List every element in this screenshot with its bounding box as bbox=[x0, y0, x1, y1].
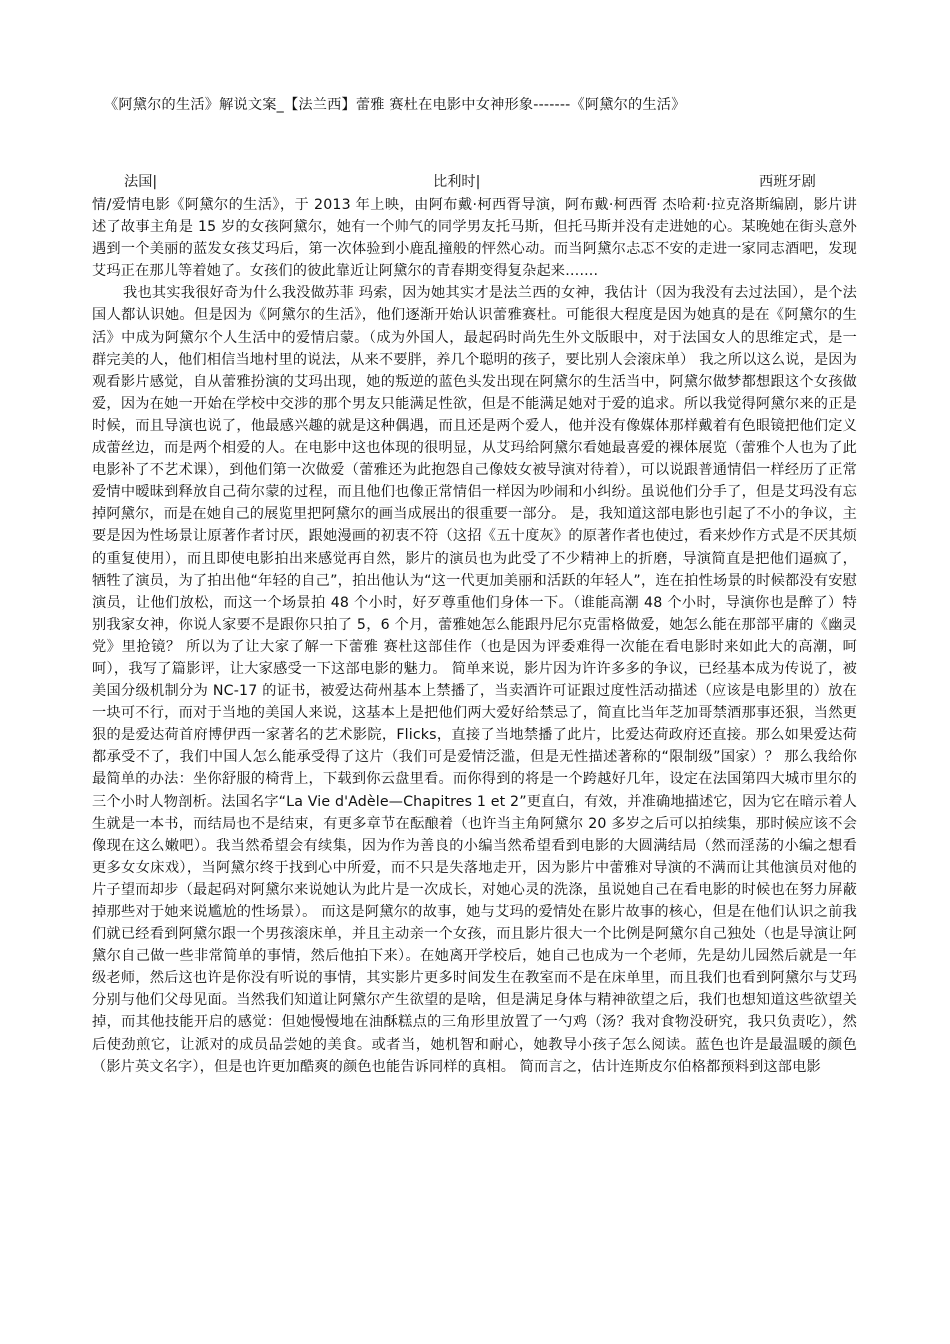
paragraph-synopsis: 情/爱情电影《阿黛尔的生活》，于 2013 年上映，由阿布戴·柯西胥导演，阿布戴·柯西胥 杰哈莉·拉克洛斯编剧，影片讲述了故事主角是 15 岁的女孩阿黛尔，她有一个帅气的同学男友托马斯，但托马斯并没有走进她的心。某晚她在街头意外遇到一个美丽的蓝发女孩艾玛后，第一次体验到小鹿乱撞般的怦然心动。而当阿黛尔忐忑不安的走进一家同志酒吧，发现艾玛正在那儿等着她了。女孩们的彼此靠近让阿黛尔的青春期变得复杂起来….... bbox=[92, 197, 857, 280]
country-spain: 西班牙剧 bbox=[759, 174, 816, 190]
document-title: 《阿黛尔的生活》解说文案_【法兰西】蕾雅 赛杜在电影中女神形象-------《阿黛尔的生活》 bbox=[104, 97, 686, 113]
article-body bbox=[92, 194, 857, 1078]
country-france: 法国| bbox=[124, 174, 158, 190]
country-belgium: 比利时| bbox=[433, 174, 481, 190]
paragraph-review: 我也其实我很好奇为什么我没做苏菲 玛索，因为她其实才是法兰西的女神，我估计（因为我没有去过法国），是个法国人都认识她。但是因为《阿黛尔的生活》，他们逐渐开始认识蕾雅赛杜。可能很大程度是因为她真的是在《阿黛尔的生活》中成为阿黛尔个人生活中的爱情启蒙。（成为外国人，最起码时尚先生外文版眼中，对于法国女人的思维定式，是一群完美的人，他们相信当地村里的说法，从来不要胖，养几个聪明的孩子，要比别人会滚床单） 我之所以这么说，是因为观看影片感觉，自从蕾雅扮演的艾玛出现，她的叛逆的蓝色头发出现在阿黛尔的生活当中，阿黛尔做梦都想跟这个女孩做爱，因为在她一开始在学校中交涉的那个男友只能满足性欲，但是不能满足她对于爱的追求。所以我觉得阿黛尔来的正是时候，而且导演也说了，他最感兴趣的就是这种偶遇，而且还是两个爱人，他并没有像媒体那样戴着有色眼镜把他们定义成蕾丝边，而是两个相爱的人。在电影中这也体现的很明显，从艾玛给阿黛尔看她最喜爱的裸体展览（蕾雅个人也为了此电影补了不艺术课），到他们第一次做爱（蕾雅还为此抱怨自己像妓女被导演对待着），可以说跟普通情侣一样经历了正常爱情中暧昧到释放自己荷尔蒙的过程，而且他们也像正常情侣一样因为吵闹和小纠纷。虽说他们分手了，但是艾玛没有忘掉阿黛尔，而是在她自己的展览里把阿黛尔的画当成展出的很重要一部分。 是，我知道这部电影也引起了不小的争议，主要是因为性场景让原著作者讨厌，跟她漫画的初衷不符（这招《五十度灰》的原著作者也使过，看来炒作方式是不厌其烦的重复使用），而且即使电影拍出来感觉再自然，影片的演员也为此受了不少精神上的折磨，导演简直是把他们逼疯了，牺牲了演员，为了拍出他“年轻的自己”，拍出他认为“这一代更加美丽和活跃的年轻人”，连在拍性场景的时候都没有安慰演员，让他们放松，而这一个场景拍 48 个小时，好歹尊重他们身体一下。（谁能高潮 48 个小时，导演你也是醉了）特别我家女神，你说人家要不是跟你只拍了 5，6 个月，蕾雅她怎么能跟丹尼尔克雷格做爱，她怎么能在那部平庸的《幽灵党》里抢镜？ 所以为了让大家了解一下蕾雅 赛杜这部佳作（也是因为评委难得一次能在看电影时来如此大的高潮，呵呵），我写了篇影评，让大家感受一下这部电影的魅力。 简单来说，影片因为许许多多的争议，已经基本成为传说了，被美国分级机制分为 NC-17 的证书，被爱达荷州基本上禁播了，当卖酒许可证跟过度性活动描述（应该是电影里的）放在一块可不行，而对于当地的美国人来说，这基本上是把他们两大爱好给禁忌了，简直比当年芝加哥禁酒那事还狠，当然更狠的是爱达荷首府博伊西一家著名的艺术影院，Flicks，直接了当地禁播了此片，比爱达荷政府还直接。那么如果爱达荷都承受不了，我们中国人怎么能承受得了这片（我们可是爱情泛滥，但是无性描述著称的“限制级”国家）？ 那么我给你最简单的办法：坐你舒服的椅背上，下载到你云盘里看。而你得到的将是一个跨越好几年，设定在法国第四大城市里尔的三个小时人物剖析。法国名字“La Vie d'Adèle—Chapitres 1 et 2”更直白，有效，并准确地描述它，因为它在暗示着人生就是一本书，而结局也不是结束，有更多章节在酝酿着（也许当主角阿黛尔 20 多岁之后可以拍续集，那时候应该不会像现在这么嫩吧）。我当然希望会有续集，因为作为善良的小编当然希望看到电影的大圆满结局（然而淫荡的小编之想看更多女女床戏），当阿黛尔终于找到心中所爱，而不只是失落地走开，因为影片中蕾雅对导演的不满而让其他演员对他的片子望而却步（最起码对阿黛尔来说她认为此片是一次成长，对她心灵的洗涤，虽说她自己在看电影的时候也在努力屏蔽掉那些对于她来说尴尬的性场景）。 而这是阿黛尔的故事，她与艾玛的爱情处在影片故事的核心，但是在他们认识之前我们就已经看到阿黛尔跟一个男孩滚床单，并且主动亲一个女孩，而且影片很大一个比例是阿黛尔自己独处（也是导演让阿黛尔自己做一些非常简单的事情，然后他拍下来）。在她离开学校后，她自己也成为一个老师，先是幼儿园然后就是一年级老师，然后这也许是你没有听说的事情，其实影片更多时间发生在教室而不是在床单里，而且我们也看到阿黛尔与艾玛分别与他们父母见面。当然我们知道让阿黛尔产生欲望的是啥，但是满足身体与精神欲望之后，我们也想知道这些欲望关掉，而其他技能开启的感觉：但她慢慢地在油酥糕点的三角形里放置了一勺鸡（汤？我对食物没研究，我只负责吃），然后使劲煎它，让派对的成员品尝她的美食。或者当，她机智和耐心，她教导小孩子怎么阅读。蓝色也许是最温暖的颜色（影片英文名字），但是也许更加酷爽的颜色也能告诉同样的真相。 简而言之，估计连斯皮尔伯格都预料到这部电影 bbox=[92, 285, 857, 1075]
country-row bbox=[0, 172, 950, 192]
